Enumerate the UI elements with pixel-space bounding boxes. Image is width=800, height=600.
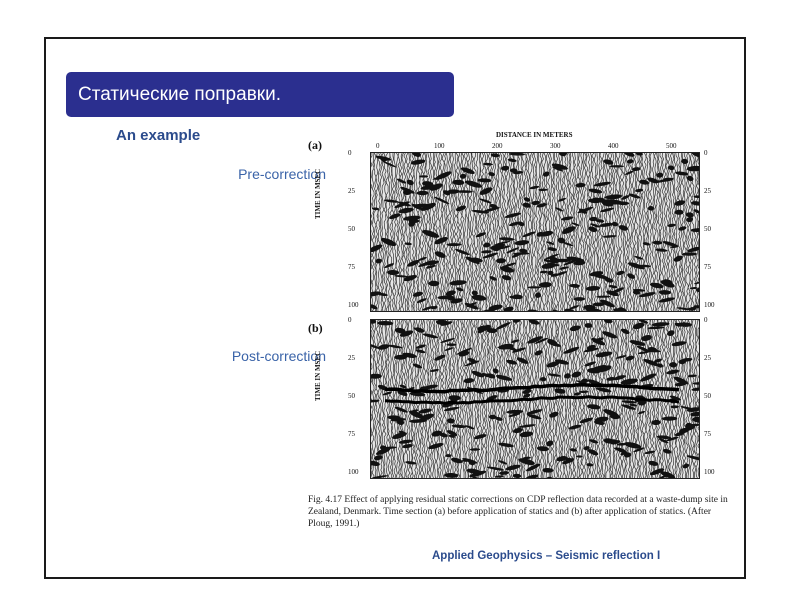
y-tick-label: 0 [348, 149, 352, 157]
seismic-wavelet [609, 165, 624, 167]
y-tick-label-right: 25 [704, 187, 711, 195]
y-tick-label: 0 [348, 316, 352, 324]
seismic-wavelet [447, 343, 457, 346]
y-tick-label-right: 100 [704, 301, 715, 309]
y-tick-label: 100 [348, 468, 359, 476]
y-axis-label-a: TIME IN MSEC [314, 168, 322, 219]
y-tick-label-right: 50 [704, 392, 711, 400]
seismic-image-pre [371, 153, 700, 312]
y-tick-label-right: 100 [704, 468, 715, 476]
x-axis-label: DISTANCE IN METERS [496, 131, 573, 139]
seismic-image-post [371, 320, 700, 479]
y-tick-label-right: 50 [704, 225, 711, 233]
slide-subtitle: An example [116, 127, 201, 144]
post-correction-label: Post-correction [231, 348, 326, 364]
x-tick-label: 500 [666, 142, 677, 150]
y-tick-label: 50 [348, 392, 355, 400]
figure-letter-b: (b) [308, 321, 323, 335]
y-tick-label-right: 75 [704, 263, 711, 271]
x-tick-label: 400 [608, 142, 619, 150]
y-tick-label-right: 0 [704, 149, 708, 157]
x-tick-label: 0 [376, 142, 380, 150]
y-tick-label-right: 25 [704, 354, 711, 362]
seismic-wavelet [419, 175, 428, 177]
y-tick-label-right: 0 [704, 316, 708, 324]
seismic-section-post [370, 319, 700, 479]
y-tick-label-right: 75 [704, 430, 711, 438]
seismic-wavelet [593, 303, 605, 307]
slide-frame [44, 37, 746, 579]
y-tick-label: 75 [348, 263, 355, 271]
slide-title: Статические поправки. [66, 72, 454, 117]
y-tick-label: 50 [348, 225, 355, 233]
seismic-wavelet [527, 286, 541, 288]
figure-caption: Fig. 4.17 Effect of applying residual static corrections on CDP reflection data recorded at a waste-dump site in Zealand, Denmark. Time section (a) before application of statics and (b) after application of statics. (After Ploug, 1991.) [308, 495, 728, 529]
x-tick-label: 200 [492, 142, 503, 150]
x-tick-label: 300 [550, 142, 561, 150]
seismic-section-pre [370, 152, 700, 312]
x-tick-label: 100 [434, 142, 445, 150]
pre-correction-label: Pre-correction [238, 166, 326, 182]
y-tick-label: 25 [348, 354, 355, 362]
figure-letter-a: (a) [308, 138, 322, 152]
y-tick-label: 100 [348, 301, 359, 309]
seismic-wavelet [394, 355, 407, 360]
y-tick-label: 25 [348, 187, 355, 195]
slide-footer: Applied Geophysics – Seismic reflection I [432, 550, 661, 562]
y-tick-label: 75 [348, 430, 355, 438]
seismic-wavelet [651, 180, 663, 182]
y-axis-label-b: TIME IN MSEC [314, 350, 322, 401]
